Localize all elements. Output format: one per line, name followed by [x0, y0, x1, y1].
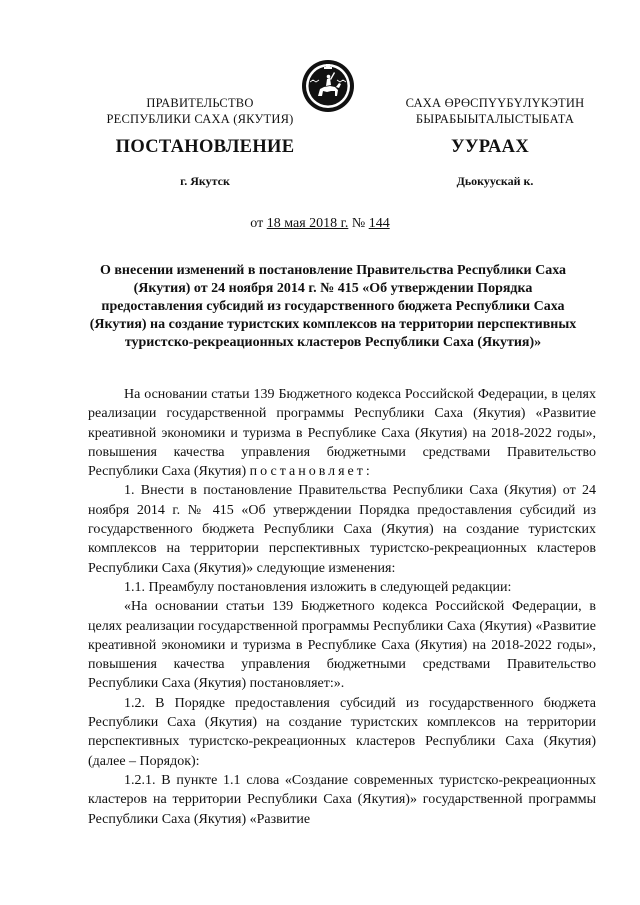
sakha-coat-of-arms-icon [300, 58, 356, 114]
issuer-sakha [375, 95, 615, 127]
date-number-line [0, 216, 640, 232]
issuer-russian-line2: РЕСПУБЛИКИ САХА (ЯКУТИЯ) [106, 112, 294, 126]
document-heading: О внесении изменений в постановление Правительства Республики Саха (Якутия) от 24 ноября 2014 г. № 415 «Об утверждении Порядка предоставления субсидий из государственного бюджета Республики Саха (Якутия) на создание туристских комплексов на территории перспективных туристско-рекреационных кластеров Республики Саха (Якутия)» [89, 263, 577, 350]
issuer-sakha-line2: БЫРАБЫЫТАЛЫСТЫБАТА [415, 112, 575, 126]
resolves-word: постановляет: [249, 464, 373, 480]
issuer-sakha-line1: САХА ӨРӨСПҮҮБҮЛҮКЭТИН [405, 96, 585, 110]
number-sign: № [351, 216, 366, 231]
city-russian: г. Якутск [180, 174, 230, 188]
paragraph-item-1-1: 1.1. Преамбулу постановления изложить в следующей редакции: [124, 579, 512, 595]
issuer-russian-line1: ПРАВИТЕЛЬСТВО [146, 96, 254, 110]
paragraph-quoted-preamble: «На основании статьи 139 Бюджетного кодекса Российской Федерации, в целях реализации государственной программы Республики Саха (Якутия) «Развитие креативной экономики и туризма в Республике Саха (Якутия) на 2018-2022 годы», повышения качества управления бюджетными средствами Правительство Республики Саха (Якутия) постановляет:». [88, 599, 596, 692]
preamble-text: На основании статьи 139 Бюджетного кодекса Российской Федерации, в целях реализации государственной программы Республики Саха (Якутия) «Развитие креативной экономики и туризма в Республике Саха (Якутия) на 2018-2022 годы», повышения качества управления бюджетными средствами Правительство Республики Саха (Якутия) [88, 387, 596, 480]
city-sakha: Дьокуускай к. [456, 174, 534, 188]
issuer-russian [80, 95, 320, 127]
paragraph-item-1-2-1: 1.2.1. В пункте 1.1 слова «Создание современных туристско-рекреационных кластеров на территории Республики Саха (Якутия)» государственной программы Республики Саха (Якутия) «Развитие [88, 772, 596, 827]
document-date: 18 мая 2018 г. [266, 216, 349, 231]
paragraph-item-1: 1. Внести в постановление Правительства Республики Саха (Якутия) от 24 ноября 2014 г. № 415 «Об утверждении Порядка предоставления субсидий из государственного бюджета Республики Саха (Якутия) на создание туристских комплексов на территории перспективных туристско-рекреационных кластеров Республики Саха (Якутия)» следующие изменения: [88, 483, 596, 576]
date-prefix: от [250, 216, 264, 231]
document-body [88, 385, 596, 829]
doc-type-russian: ПОСТАНОВЛЕНИЕ [115, 137, 295, 157]
paragraph-preamble [88, 385, 596, 481]
document-number: 144 [368, 216, 390, 231]
doc-type-sakha: УУРААХ [451, 137, 529, 157]
paragraph-item-1-2: 1.2. В Порядке предоставления субсидий из государственного бюджета Республики Саха (Якутия) на создание туристских комплексов на территории перспективных туристско-рекреационных кластеров Республики Саха (Якутия) (далее – Порядок): [88, 695, 596, 769]
